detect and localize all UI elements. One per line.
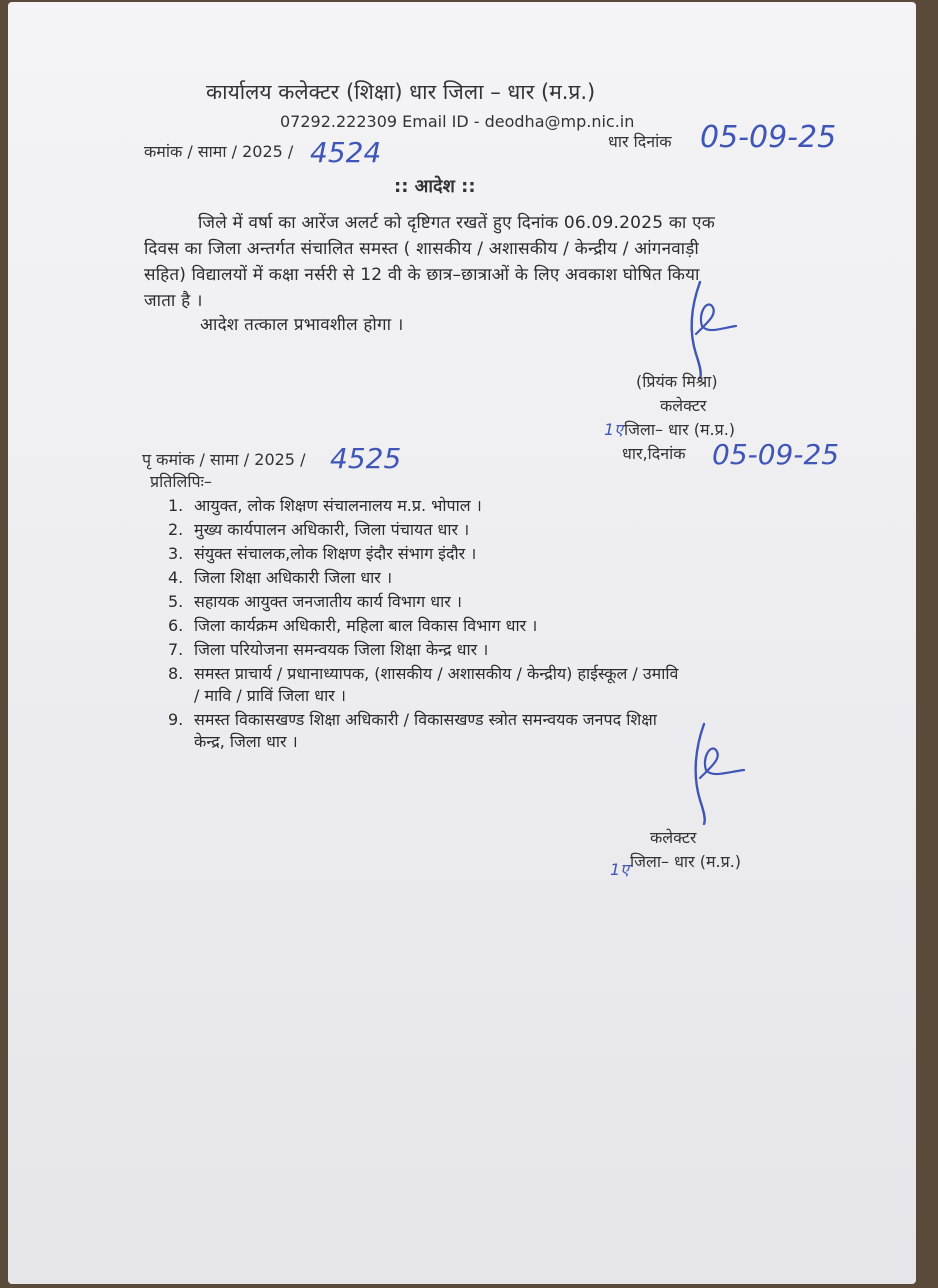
list-item [168, 662, 678, 684]
signatory-date-handwritten: 05-09-25 [712, 438, 840, 471]
signatory-district: जिला– धार (म.प्र.) [624, 420, 736, 439]
order-line-3: सहित) विद्यालयों में कक्षा नर्सरी से 12 वी के छात्र–छात्राओं के लिए अवकाश घोषित किया [144, 265, 700, 285]
list-number: 1. [168, 496, 184, 515]
list-item [168, 638, 488, 660]
list-text: समस्त प्राचार्य / प्रधानाध्यापक, (शासकीय / अशासकीय / केन्द्रीय) हाईस्कूल / उमावि [194, 664, 679, 683]
list-text: आयुक्त, लोक शिक्षण संचालनालय म.प्र. भोपाल । [194, 496, 482, 515]
signatory2-designation: कलेक्टर [650, 828, 697, 847]
list-number: 2. [168, 520, 184, 539]
contact-line: 07292.222309 Email ID - deodha@mp.nic.in [280, 112, 635, 131]
date-handwritten: 05-09-25 [700, 120, 837, 155]
copy-ref-label: पृ कमांक / सामा / 2025 / [142, 450, 306, 469]
list-item [168, 708, 657, 730]
list-item [168, 494, 482, 516]
copy-ref-number-handwritten: 4525 [330, 442, 402, 475]
list-number: 8. [168, 664, 184, 683]
list-item-continuation: केन्द्र, जिला धार । [194, 732, 298, 751]
list-number: 4. [168, 568, 184, 587]
order-line-1: जिले में वर्षा का आरेंज अलर्ट को दृष्टिगत रखतें हुए दिनांक 06.09.2025 का एक [198, 213, 715, 233]
list-item [168, 542, 476, 564]
list-text: जिला कार्यक्रम अधिकारी, महिला बाल विकास विभाग धार । [194, 616, 538, 635]
list-item [168, 566, 392, 588]
list-text: जिला शिक्षा अधिकारी जिला धार । [194, 568, 393, 587]
district-prefix-handwritten: 1ए [604, 420, 624, 439]
signature-1 [678, 274, 758, 384]
ref-number-handwritten: 4524 [310, 136, 382, 169]
list-number: 9. [168, 710, 184, 729]
office-title: कार्यालय कलेक्टर (शिक्षा) धार जिला – धार (म.प्र.) [206, 80, 596, 104]
list-text: जिला परियोजना समन्वयक जिला शिक्षा केन्द्र धार । [194, 640, 489, 659]
list-text: मुख्य कार्यपालन अधिकारी, जिला पंचायत धार । [194, 520, 470, 539]
order-line-2: दिवस का जिला अन्तर्गत संचालित समस्त ( शासकीय / अशासकीय / केन्द्रीय / आंगनवाड़ी [144, 239, 699, 259]
signatory2-district-prefix-handwritten: 1ए [610, 860, 630, 879]
list-item [168, 614, 537, 636]
list-item [168, 590, 462, 612]
list-item [168, 518, 469, 540]
list-item-continuation: / मावि / प्राविं जिला धार । [194, 686, 346, 705]
signatory-name: (प्रियंक मिश्रा) [636, 372, 718, 391]
copy-label: प्रतिलिपिः– [150, 472, 212, 491]
order-line-4: जाता है । [144, 291, 203, 311]
list-number: 7. [168, 640, 184, 659]
order-effect: आदेश तत्काल प्रभावशील होगा । [200, 315, 404, 335]
order-heading: :: आदेश :: [394, 176, 476, 197]
date-label: धार दिनांक [608, 132, 672, 151]
list-number: 5. [168, 592, 184, 611]
document-page [8, 2, 916, 1284]
list-text: सहायक आयुक्त जनजातीय कार्य विभाग धार । [194, 592, 462, 611]
signatory-designation: कलेक्टर [660, 396, 707, 415]
list-text: संयुक्त संचालक,लोक शिक्षण इंदौर संभाग इंदौर । [194, 544, 477, 563]
signature-2 [680, 716, 760, 826]
signatory-date-label: धार,दिनांक [622, 444, 686, 463]
signatory2-district: जिला– धार (म.प्र.) [630, 852, 742, 871]
list-number: 3. [168, 544, 184, 563]
list-number: 6. [168, 616, 184, 635]
ref-label: कमांक / सामा / 2025 / [144, 142, 294, 161]
list-text: समस्त विकासखण्ड शिक्षा अधिकारी / विकासखण्ड स्त्रोत समन्वयक जनपद शिक्षा [194, 710, 657, 729]
